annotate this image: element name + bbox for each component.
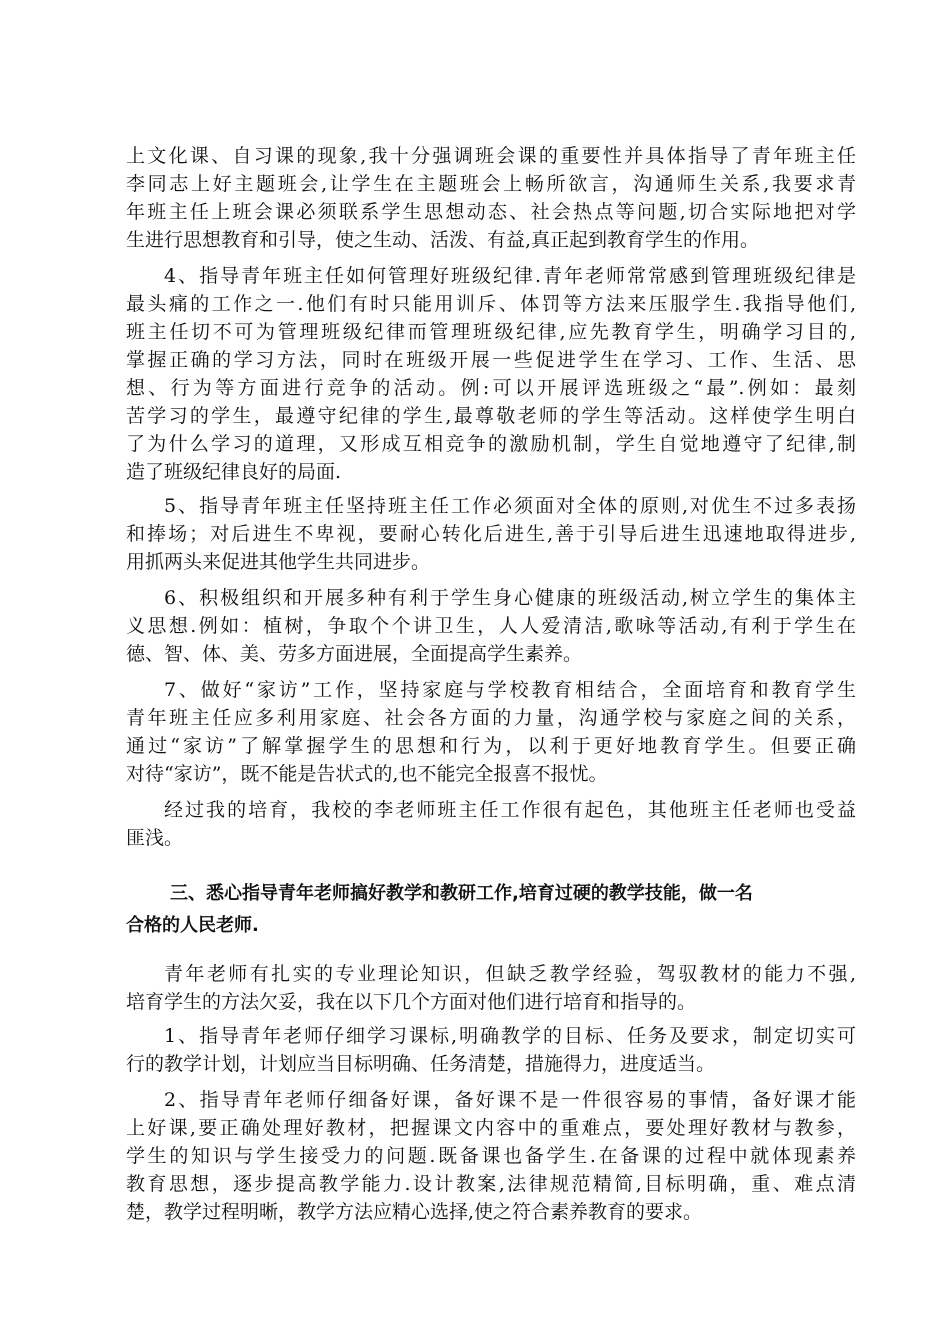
paragraph-line: 楚，教学过程明晰，教学方法应精心选择,使之符合素养教育的要求。	[126, 1201, 703, 1223]
paragraph-line: 上文化课、自习课的现象,我十分强调班会课的重要性并具体指导了青年班主任	[126, 145, 856, 167]
paragraph-line: 通过“家访”了解掌握学生的思想和行为，以利于更好地教育学生。但要正确	[126, 735, 856, 757]
paragraph-line: 用抓两头来促进其他学生共同进步。	[126, 551, 431, 573]
paragraph-line: 行的教学计划，计划应当目标明确、任务清楚，措施得力，进度适当。	[126, 1053, 716, 1075]
paragraph-line: 和捧场；对后进生不卑视，要耐心转化后进生,善于引导后进生迅速地取得进步,	[126, 523, 856, 545]
section-heading: 三、悉心指导青年老师搞好教学和教研工作,培育过硬的教学技能，做一名	[170, 883, 753, 904]
paragraph-line: 班主任切不可为管理班级纪律而管理班级纪律,应先教育学生，明确学习目的,	[126, 321, 856, 343]
paragraph-line: 匪浅。	[126, 827, 184, 849]
paragraph-line: 学生的知识与学生接受力的问题.既备课也备学生.在备课的过程中就体现素养	[126, 1145, 856, 1167]
paragraph-line: 6、积极组织和开展多种有利于学生身心健康的班级活动,树立学生的集体主	[164, 587, 856, 609]
paragraph-line: 5、指导青年班主任坚持班主任工作必须面对全体的原则,对优生不过多表扬	[164, 495, 856, 517]
paragraph-line: 上好课,要正确处理好教材，把握课文内容中的重难点，要处理好教材与教参，	[126, 1117, 856, 1139]
paragraph-line: 4、指导青年班主任如何管理好班级纪律.青年老师常常感到管理班级纪律是	[164, 265, 856, 287]
paragraph-line: 想、行为等方面进行竞争的活动。例:可以开展评选班级之“最”.例如：最刻	[126, 377, 856, 399]
paragraph-line: 德、智、体、美、劳多方面进展，全面提高学生素养。	[126, 643, 583, 665]
paragraph-line: 7、做好“家访”工作，坚持家庭与学校教育相结合，全面培育和教育学生	[164, 679, 856, 701]
paragraph-line: 2、指导青年老师仔细备好课，备好课不是一件很容易的事情，备好课才能	[164, 1089, 856, 1111]
paragraph-line: 年班主任上班会课必须联系学生思想动态、社会热点等问题,切合实际地把对学	[126, 201, 856, 223]
paragraph-line: 造了班级纪律良好的局面.	[126, 461, 342, 483]
paragraph-line: 经过我的培育，我校的李老师班主任工作很有起色，其他班主任老师也受益	[164, 799, 856, 821]
section-heading: 合格的人民老师.	[126, 915, 259, 936]
paragraph-line: 培育学生的方法欠妥，我在以下几个方面对他们进行培育和指导的。	[126, 991, 697, 1013]
paragraph-line: 教育思想，逐步提高教学能力.设计教案,法律规范精简,目标明确，重、难点清	[126, 1173, 856, 1195]
paragraph-line: 青年班主任应多利用家庭、社会各方面的力量，沟通学校与家庭之间的关系，	[126, 707, 856, 729]
paragraph-line: 掌握正确的学习方法，同时在班级开展一些促进学生在学习、工作、生活、思	[126, 349, 856, 371]
paragraph-line: 对待“家访”，既不能是告状式的,也不能完全报喜不报忧。	[126, 763, 608, 785]
paragraph-line: 生进行思想教育和引导，使之生动、活泼、有益,真正起到教育学生的作用。	[126, 229, 760, 251]
paragraph-line: 最头痛的工作之一.他们有时只能用训斥、体罚等方法来压服学生.我指导他们,	[126, 293, 856, 315]
paragraph-line: 青年老师有扎实的专业理论知识，但缺乏教学经验，驾驭教材的能力不强,	[164, 963, 856, 985]
paragraph-line: 苦学习的学生，最遵守纪律的学生,最尊敬老师的学生等活动。这样使学生明白	[126, 405, 856, 427]
paragraph-line: 义思想.例如：植树，争取个个讲卫生，人人爱清洁,歌咏等活动,有利于学生在	[126, 615, 856, 637]
paragraph-line: 1、指导青年老师仔细学习课标,明确教学的目标、任务及要求，制定切实可	[164, 1025, 856, 1047]
paragraph-line: 了为什么学习的道理，又形成互相竞争的激励机制，学生自觉地遵守了纪律,制	[126, 433, 856, 455]
paragraph-line: 李同志上好主题班会,让学生在主题班会上畅所欲言，沟通师生关系,我要求青	[126, 173, 856, 195]
